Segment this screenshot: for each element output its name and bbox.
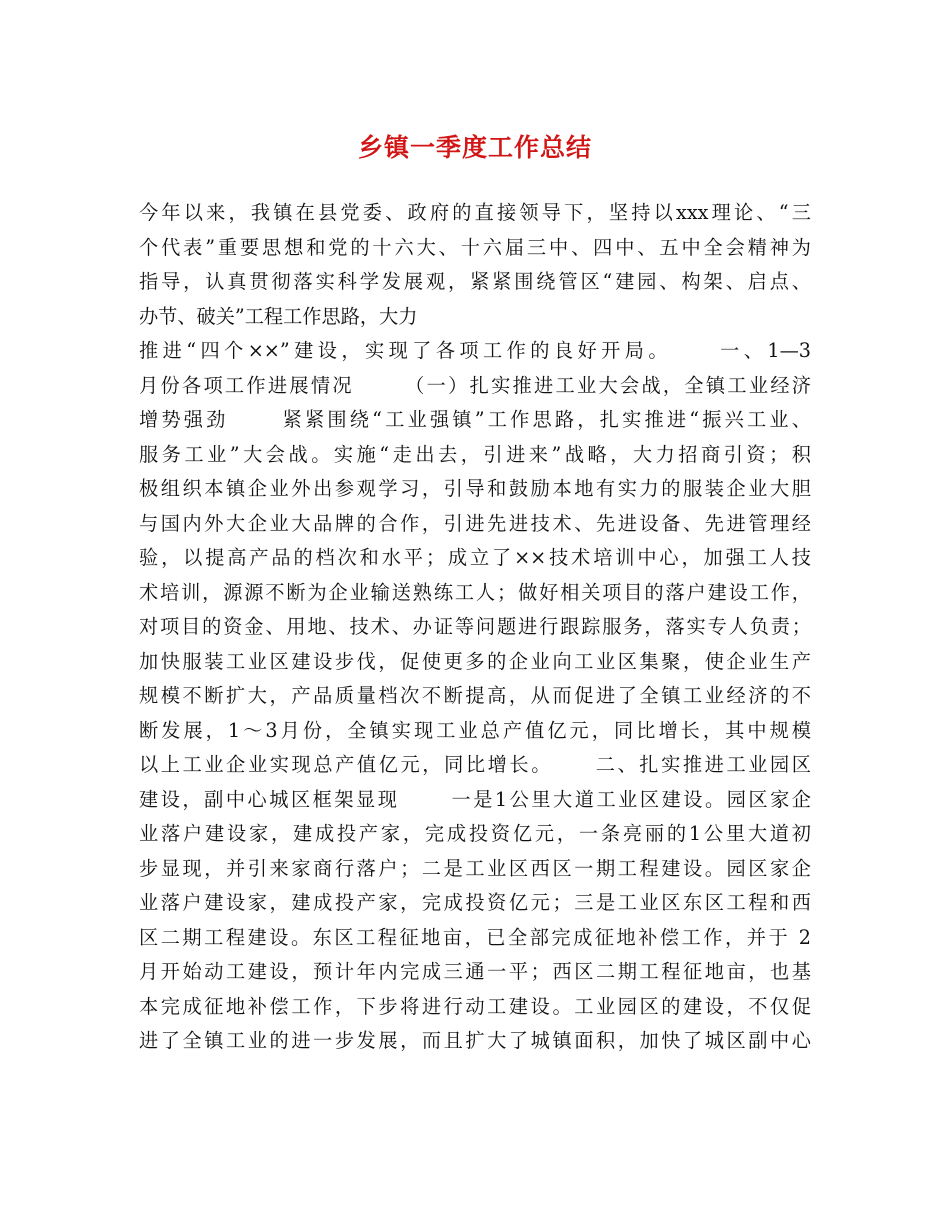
body-line: 办节、破关”工程工作思路，大力 [139, 304, 418, 328]
body-line: 规模不断扩大，产品质量档次不断提高，从而促进了全镇工业经济的不 [139, 684, 811, 707]
document-title: 乡镇一季度工作总结 [357, 133, 592, 162]
body-line: 今年以来，我镇在县党委、政府的直接领导下，坚持以xxx理论、“三 [139, 201, 811, 224]
document-body [139, 196, 811, 1059]
body-line: 月开始动工建设，预计年内完成三通一平；西区二期工程征地亩，也基 [139, 960, 811, 983]
body-line: 增势强劲 紧紧围绕“工业强镇”工作思路，扎实推进“振兴工业、 [139, 408, 811, 431]
body-line: 指导，认真贯彻落实科学发展观，紧紧围绕管区“建园、构架、启点、 [139, 270, 811, 293]
body-line: 验，以提高产品的档次和水平；成立了××技术培训中心，加强工人技 [139, 546, 811, 569]
body-line: 月份各项工作进展情况 （一）扎实推进工业大会战，全镇工业经济 [139, 373, 811, 397]
body-line: 步显现，并引来家商行落户；二是工业区西区一期工程建设。园区家企 [139, 856, 811, 880]
body-line: 服务工业”大会战。实施“走出去，引进来”战略，大力招商引资；积 [139, 442, 811, 466]
body-line: 与国内外大企业大品牌的合作，引进先进技术、先进设备、先进管理经 [139, 511, 811, 535]
body-line: 建设，副中心城区框架显现 一是1公里大道工业区建设。园区家企 [139, 787, 811, 811]
body-line: 推进“四个××”建设，实现了各项工作的良好开局。 一、1—3 [139, 339, 811, 362]
body-line: 业落户建设家，建成投产家，完成投资亿元；三是工业区东区工程和西 [139, 891, 811, 914]
body-line: 加快服装工业区建设步伐，促使更多的企业向工业区集聚，使企业生产 [139, 649, 811, 673]
body-line: 进了全镇工业的进一步发展，而且扩大了城镇面积，加快了城区副中心 [139, 1029, 811, 1052]
body-line: 断发展，1～3月份，全镇实现工业总产值亿元，同比增长，其中规模 [139, 718, 811, 742]
body-line: 区二期工程建设。东区工程征地亩，已全部完成征地补偿工作，并于 2 [139, 925, 811, 949]
body-line: 业落户建设家，建成投产家，完成投资亿元，一条亮丽的1公里大道初 [139, 822, 811, 845]
body-line: 以上工业企业实现总产值亿元，同比增长。 二、扎实推进工业园区 [139, 753, 811, 776]
body-line: 术培训，源源不断为企业输送熟练工人；做好相关项目的落户建设工作， [139, 580, 811, 604]
body-line: 本完成征地补偿工作，下步将进行动工建设。工业园区的建设，不仅促 [139, 994, 811, 1018]
body-line: 极组织本镇企业外出参观学习，引导和鼓励本地有实力的服装企业大胆 [139, 477, 811, 500]
body-line: 对项目的资金、用地、技术、办证等问题进行跟踪服务，落实专人负责； [139, 615, 811, 638]
body-line: 个代表”重要思想和党的十六大、十六届三中、四中、五中全会精神为 [139, 235, 811, 259]
